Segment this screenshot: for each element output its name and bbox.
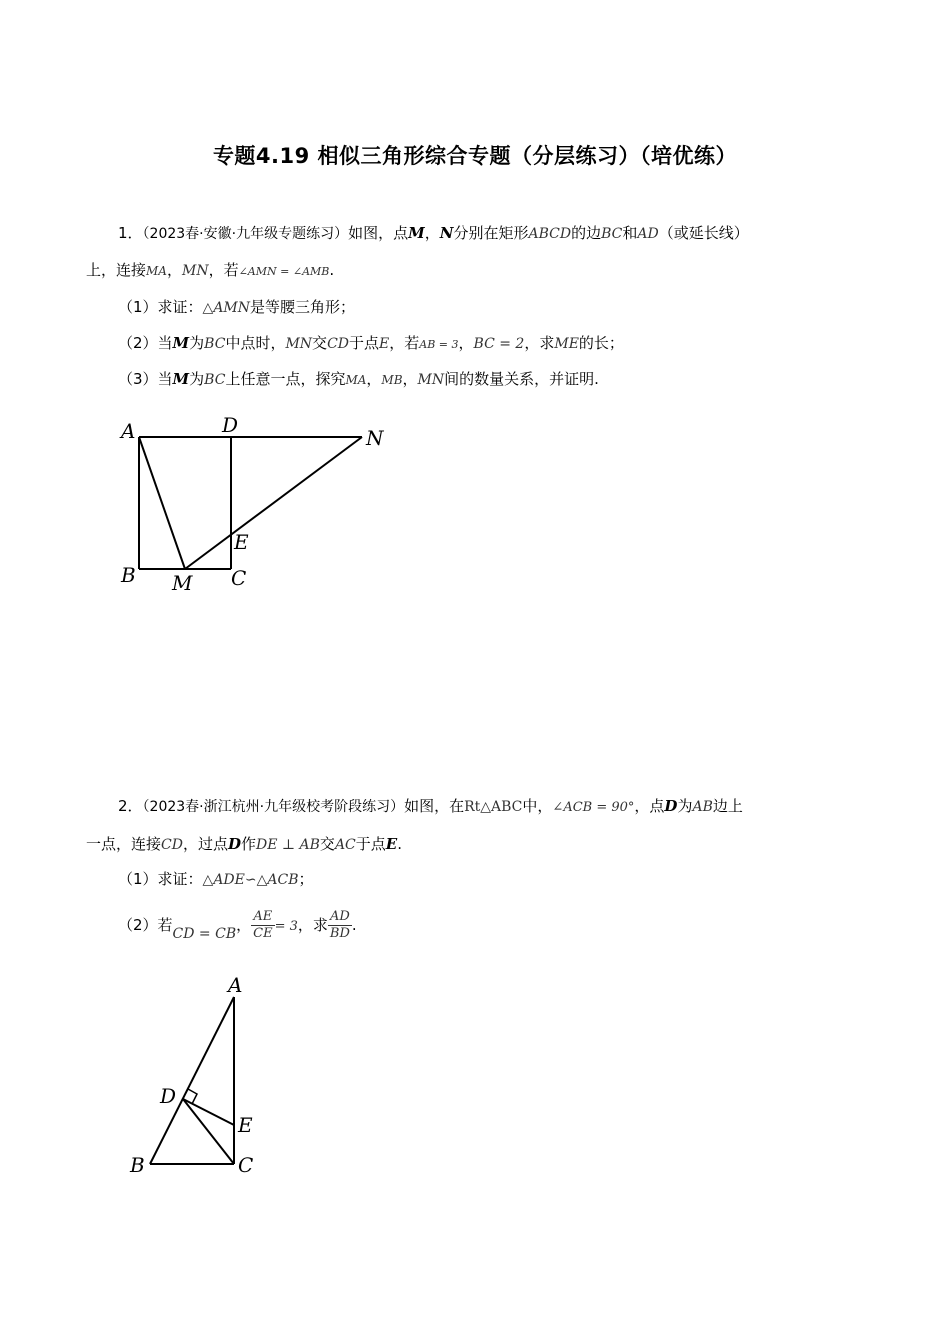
q2-math-similar: △ADE∽△ACB [202,872,299,888]
segment-ab [150,997,234,1164]
q1-math-mb: MB [381,373,403,387]
q1-text: 的边 [571,224,602,242]
q2-frac-num: AD [328,909,352,926]
q1-math-ma: MA [146,264,167,278]
q1-source: （2023春·安徽·九年级专题练习） [142,226,349,242]
label-e: E [234,530,249,554]
q1-math-angle-condition: ∠AMN = ∠AMB [238,265,330,278]
segment-mn [185,437,362,569]
q1-math-me: ME [554,336,579,352]
q2-text: ， [236,916,252,934]
label-c: C [238,1153,254,1177]
q1-part3 [118,368,599,391]
q2-math-ac: AC [334,837,356,853]
q2-var-d: D [227,835,241,853]
q1-math-mn: MN [285,336,313,352]
q2-math-angle: ∠ACB = 90° [552,800,635,815]
q2-fraction-ad-bd [328,909,352,942]
label-d: D [222,413,239,437]
q1-math-triangle-amn: △AMN [202,300,251,316]
label-b: B [130,1153,145,1177]
label-n: N [366,426,384,450]
label-a: A [228,973,243,997]
q1-math-cd: CD [327,336,349,352]
q1-math-bc: BC [204,372,226,388]
q2-number: 2． [118,797,143,815]
q2-var-d: D [664,797,678,815]
q1-line1 [118,222,749,245]
q2-math-ab: AB [692,799,713,815]
q1-math-bc: BC [601,226,623,242]
q2-math-ratio-value: = 3 [274,919,298,934]
q2-text: ； [298,870,314,888]
q1-part2 [118,332,624,356]
q2-math-rt-triangle: Rt△ABC [464,799,523,815]
q1-text: 是等腰三角形； [250,298,356,316]
q1-math-mn: MN [417,372,445,388]
q2-text: 作 [240,835,256,853]
q2-text: 一点，连接 [86,835,162,853]
q1-var-m: M [172,334,190,352]
q2-text: . [351,916,357,934]
q2-math-cd: CD [161,837,183,853]
q1-text: 为 [189,370,205,388]
q1-text: 的长； [578,334,624,352]
q1-var-m: M [408,224,425,242]
q1-var-m: M [172,370,190,388]
q1-text: 间的数量关系，并证明. [444,370,599,388]
label-e: E [238,1113,253,1137]
q1-text: ， [366,370,382,388]
q2-text: ，求 [297,916,328,934]
q2-frac-den: BD [329,926,350,941]
label-c: C [231,566,247,590]
q1-text: 分别在矩形 [453,224,529,242]
q2-text: 如图，在 [404,797,465,815]
q1-text: 中点时， [225,334,286,352]
segment-am [139,437,185,569]
q2-math-perpendicular: DE ⊥ AB [256,837,320,853]
q2-text: 为 [677,797,693,815]
q1-math-ad: AD [637,226,659,242]
q1-text: ， [424,224,440,242]
q1-math-ma: MA [345,373,367,387]
q1-math-bc-value: BC = 2 [473,336,525,352]
q1-math-abcd: ABCD [528,226,572,242]
q2-text: （1）求证： [118,870,203,888]
segment-de [183,1099,234,1125]
q1-text: 上，连接 [86,261,147,279]
q1-text: ， [402,370,418,388]
q2-text: . [397,835,402,853]
q2-math-cd-eq-cb: CD = CB [172,926,237,942]
label-b: B [121,563,136,587]
q1-math-e: E [379,336,390,352]
q2-part1 [118,868,314,891]
q1-math-bc: BC [204,336,226,352]
q1-text: ，求 [524,334,555,352]
q1-math-ab-value: AB = 3 [419,338,459,351]
q2-line1 [118,795,743,819]
q1-text: 交 [312,334,328,352]
q1-text: ，若 [389,334,420,352]
q2-text: 于点 [355,835,386,853]
q1-text: . [329,261,335,279]
q1-line2 [86,259,334,283]
q2-text: 边上 [712,797,743,815]
q1-var-n: N [439,224,454,242]
q1-figure [110,405,410,605]
q2-text: （2）若 [118,916,173,934]
q1-text: （1）求证： [118,298,203,316]
q2-text: ，点 [634,797,665,815]
label-a: A [121,419,136,443]
label-m: M [172,571,193,595]
q1-text: 和 [622,224,638,242]
q1-text: 为 [189,334,205,352]
q1-number: 1． [118,224,143,242]
q2-text: 中， [522,797,553,815]
q1-math-mn: MN [181,263,209,279]
q1-text: ，若 [208,261,239,279]
q1-text: ， [166,261,182,279]
q2-text: ，过点 [182,835,228,853]
q2-fraction-ae-ce [251,909,274,942]
page-title: 专题4.19 相似三角形综合专题（分层练习）（培优练） [212,144,738,168]
q1-text: （或延长线） [658,224,749,242]
q2-var-e: E [385,835,398,853]
q1-text: ， [458,334,474,352]
q1-text: 于点 [349,334,380,352]
segment-dc [183,1099,234,1164]
q1-part1 [118,296,355,319]
q2-text: 交 [319,835,335,853]
q1-text: 如图，点 [348,224,409,242]
label-d: D [160,1084,177,1108]
q1-text: （3）当 [118,370,173,388]
q2-frac-den: CE [253,926,273,941]
q2-figure [120,970,280,1180]
q2-source: （2023春·浙江杭州·九年级校考阶段练习） [142,799,405,815]
q2-line2 [86,833,402,856]
q1-text: 上任意一点，探究 [225,370,346,388]
q2-frac-num: AE [251,909,274,926]
q2-part2 [118,905,357,947]
q1-text: （2）当 [118,334,173,352]
